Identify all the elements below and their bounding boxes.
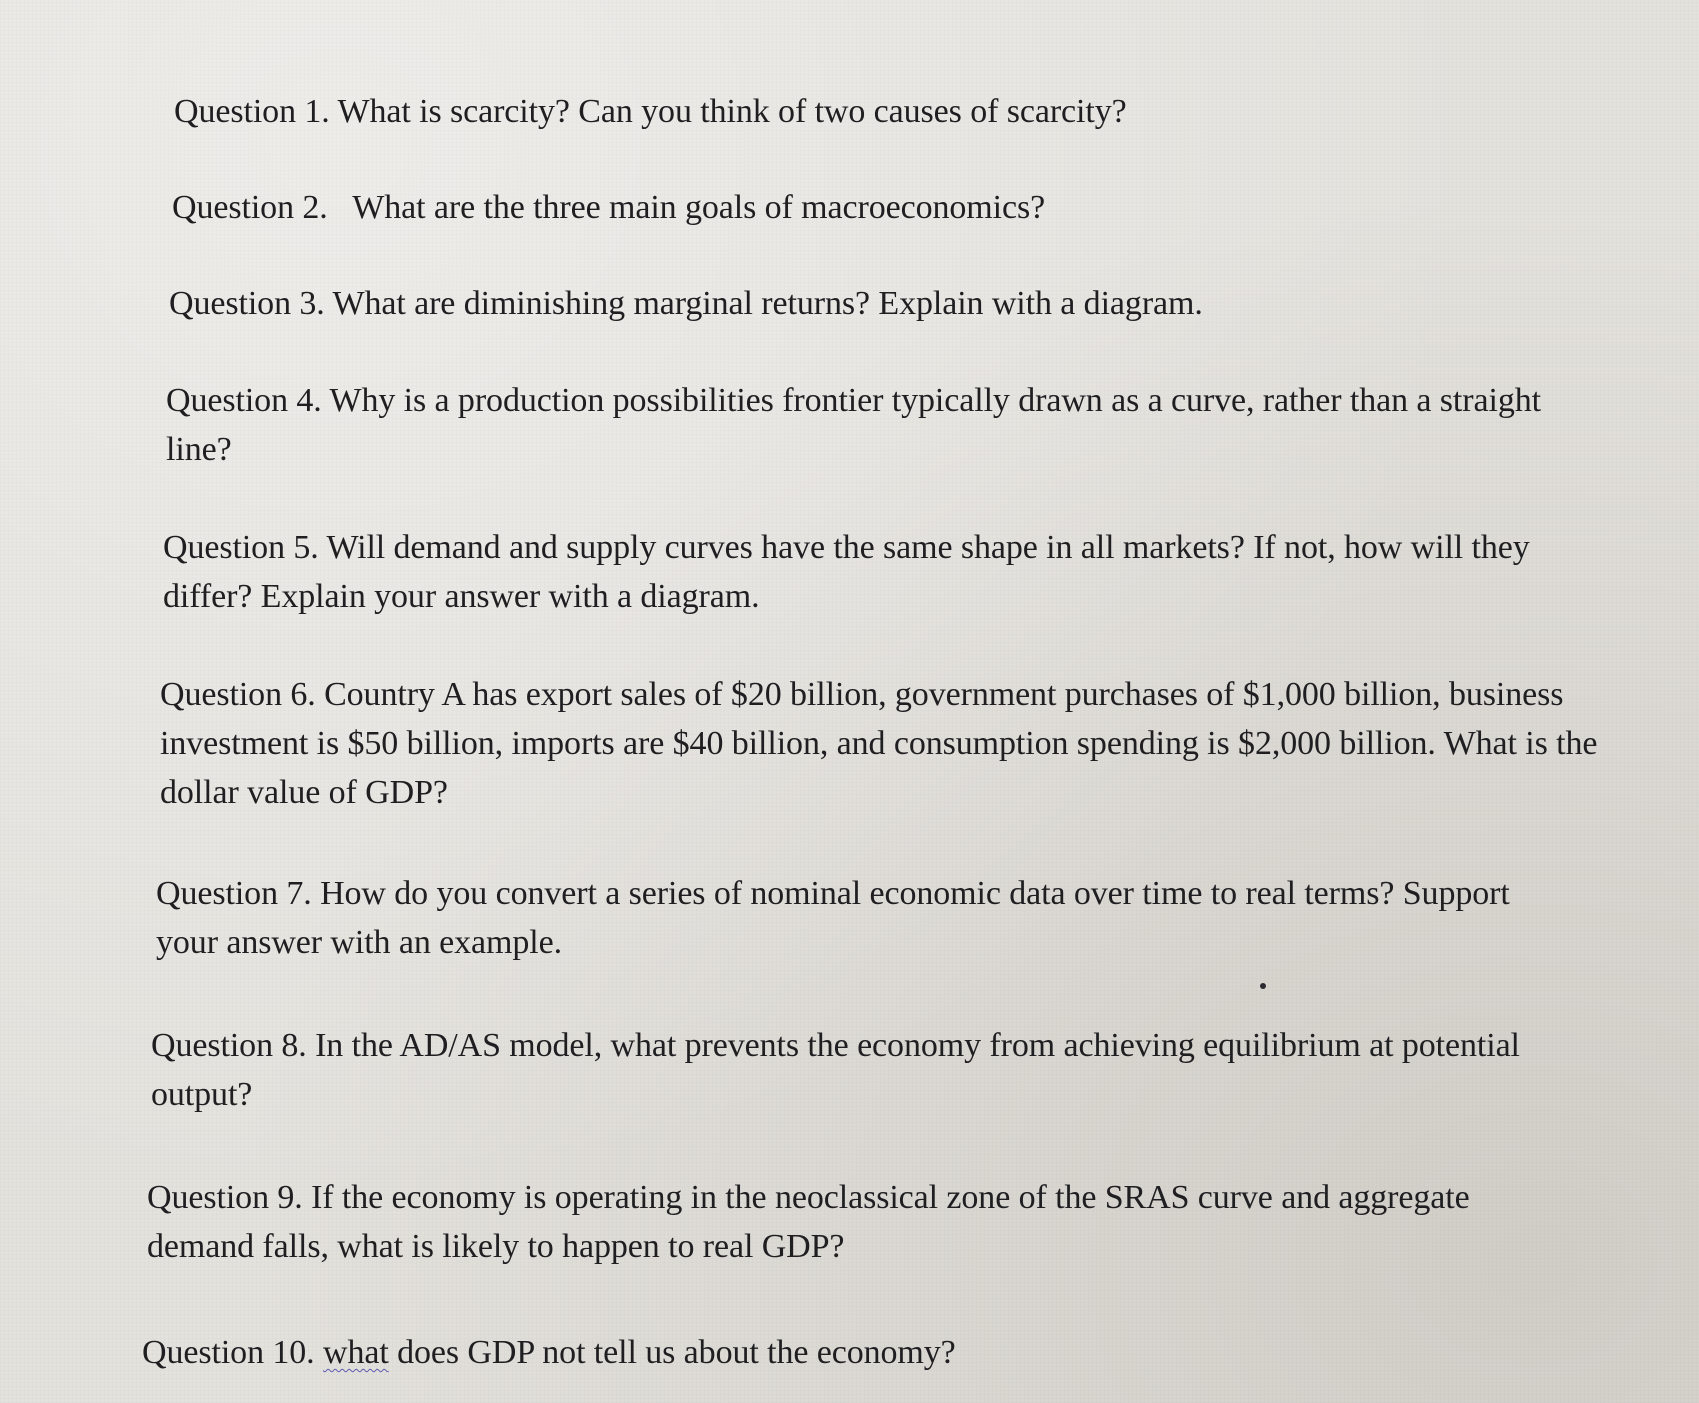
question-4-label: Question 4. [166,382,322,419]
question-4-text: Why is a production possibilities frontier typically drawn as a curve, rather than a straight line? [166,382,1541,468]
question-7-text: How do you convert a series of nominal economic data over time to real terms? Support your answer with an example. [156,875,1510,961]
question-10-first-word: what [322,1334,389,1371]
question-5-text: Will demand and supply curves have the same shape in all markets? If not, how will they differ? Explain your answer with a diagram. [163,529,1530,615]
question-3-text: What are diminishing marginal returns? Explain with a diagram. [332,285,1203,322]
question-2-text: What are the three main goals of macroeconomics? [352,189,1046,226]
question-6 [160,670,1622,817]
question-9-label: Question 9. [147,1179,303,1216]
question-3 [169,279,1569,328]
question-2 [172,183,1572,232]
question-6-text: Country A has export sales of $20 billion, government purchases of $1,000 billion, business investment is $50 billion, imports are $40 billion, and consumption spending is $2,000 billion. What is the dollar value of GDP? [160,676,1598,811]
question-4 [166,376,1598,474]
question-7-label: Question 7. [156,875,312,912]
question-8-label: Question 8. [151,1027,307,1064]
question-8-text: In the AD/AS model, what prevents the economy from achieving equilibrium at potential output? [151,1027,1520,1113]
question-7 [156,869,1576,967]
question-1-text: What is scarcity? Can you think of two causes of scarcity? [337,93,1127,130]
question-6-label: Question 6. [160,676,316,713]
question-10-text: does GDP not tell us about the economy? [388,1334,956,1371]
question-1 [174,87,1574,136]
question-10 [142,1328,1542,1377]
question-9 [147,1173,1527,1271]
question-3-label: Question 3. [169,285,325,322]
question-10-label: Question 10. [142,1334,315,1371]
question-9-text: If the economy is operating in the neoclassical zone of the SRAS curve and aggregate demand falls, what is likely to happen to real GDP? [147,1179,1470,1265]
question-1-label: Question 1. [174,93,330,130]
question-8 [151,1021,1591,1119]
ink-dot [1260,983,1266,989]
question-5 [163,523,1623,621]
question-5-label: Question 5. [163,529,319,566]
question-2-label: Question 2. [172,189,328,226]
